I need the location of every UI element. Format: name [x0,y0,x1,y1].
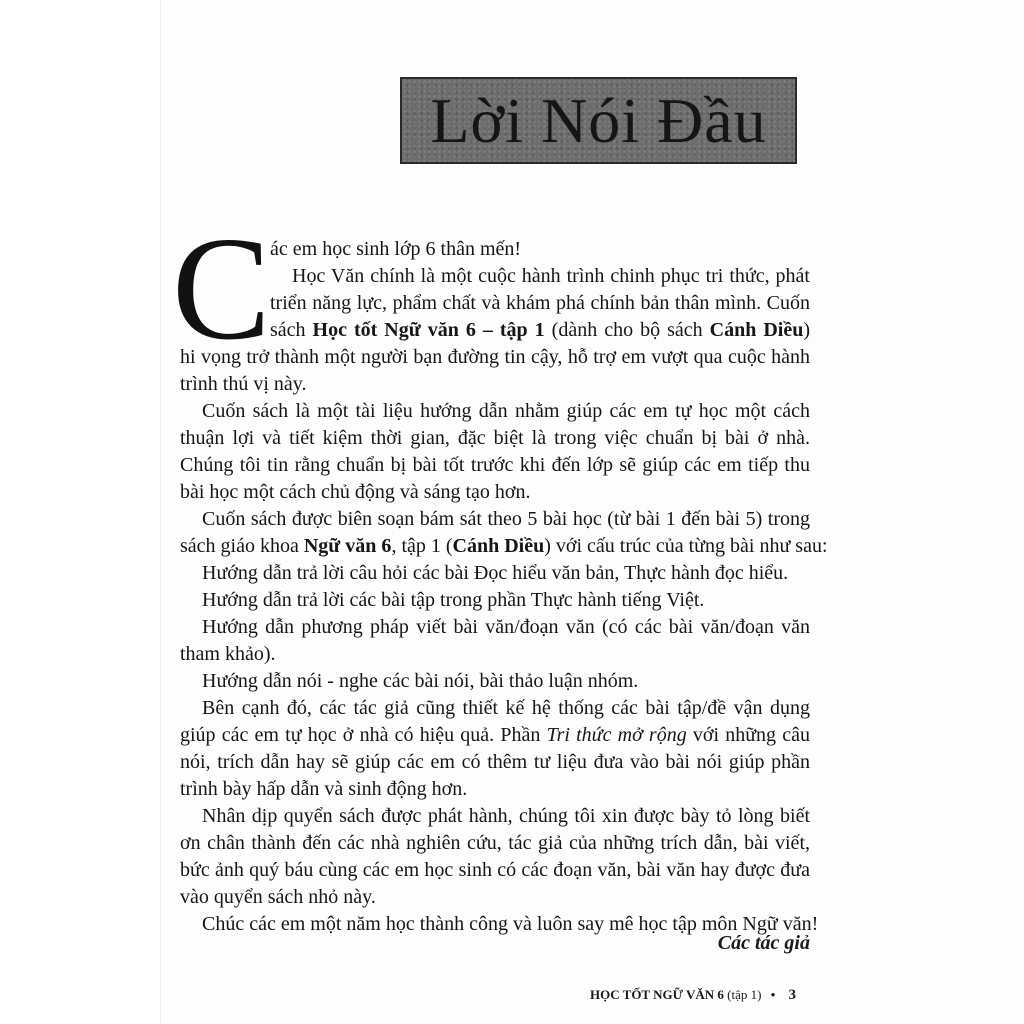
text-line-20: nói, trích dẫn hay sẽ giúp các em có thêm tư liệu đưa vào bài nói giúp phần [180,751,810,773]
footer-book-title: HỌC TỐT NGỮ VĂN 6 [590,987,724,1002]
text-span: sách [270,319,313,341]
signature: Các tác giả [717,932,810,954]
text-span: ) với cấu trúc của từng bài như sau: [544,535,828,557]
title-banner [400,77,797,164]
text-span: sách giáo khoa [180,535,304,557]
series-name-bold: Cánh Diều [709,319,804,341]
text-line-13: Hướng dẫn trả lời câu hỏi các bài Đọc hiểu văn bản, Thực hành đọc hiểu. [202,562,789,584]
footer-volume: (tập 1) [727,987,762,1002]
text-line-10: bài học một cách chủ động và sáng tạo hơn. [180,481,531,503]
text-line-7: Cuốn sách là một tài liệu hướng dẫn nhằm giúp các em tự học một cách [202,400,810,422]
text-line-24: bức ảnh quý báu cùng các em học sinh có các đoạn văn, bài văn hay được đưa [180,859,810,881]
drop-cap: C [172,207,271,371]
text-line-17: Hướng dẫn nói - nghe các bài nói, bài thảo luận nhóm. [202,670,639,692]
text-line-16: tham khảo). [180,643,276,665]
text-line-23: ơn chân thành đến các nhà nghiên cứu, tác giả của những trích dẫn, bài viết, [180,832,810,854]
text-line-26: Chúc các em một năm học thành công và luôn say mê học tập môn Ngữ văn! [202,913,819,935]
text-line-3: triển năng lực, phẩm chất và khám phá chính bản thân mình. Cuốn [270,292,810,314]
page-title: Lời Nói Đầu [430,84,767,156]
text-line-4 [270,317,810,343]
text-line-15: Hướng dẫn phương pháp viết bài văn/đoạn văn (có các bài văn/đoạn văn [202,616,810,638]
text-span: giúp các em tự học ở nhà có hiệu quả. Phần [180,724,547,746]
text-line-11: Cuốn sách được biên soạn bám sát theo 5 bài học (từ bài 1 đến bài 5) trong [202,508,810,530]
text-line-1: ác em học sinh lớp 6 thân mến! [270,238,522,260]
text-line-18: Bên cạnh đó, các tác giả cũng thiết kế hệ thống các bài tập/đề vận dụng [202,697,810,719]
series-name-bold: Cánh Diều [452,535,545,557]
text-line-6: trình thú vị này. [180,373,307,395]
text-line-19 [180,722,810,748]
text-span: với những câu [686,724,810,746]
text-line-2: Học Văn chính là một cuộc hành trình chinh phục tri thức, phát [292,265,810,287]
section-name-italic: Tri thức mở rộng [546,724,687,746]
text-line-9: Chúng tôi tin rằng chuẩn bị bài tốt trước khi đến lớp sẽ giúp các em tiếp thu [180,454,810,476]
book-title-bold: Học tốt Ngữ văn 6 – tập 1 [312,319,545,341]
text-line-22: Nhân dịp quyển sách được phát hành, chúng tôi xin được bày tỏ lòng biết [202,805,810,827]
text-span: ) [803,319,811,341]
text-line-5: hi vọng trở thành một người bạn đường tin cậy, hỗ trợ em vượt qua cuộc hành [180,346,810,368]
text-line-21: trình bày hấp dẫn và sinh động hơn. [180,778,468,800]
page-footer [590,987,796,1004]
footer-bullet: • [770,987,776,1002]
text-span: , tập 1 ( [391,535,453,557]
text-line-14: Hướng dẫn trả lời các bài tập trong phần Thực hành tiếng Việt. [202,589,705,611]
text-line-25: vào quyển sách nhỏ này. [180,886,376,908]
page-number: 3 [788,987,796,1003]
textbook-title-bold: Ngữ văn 6 [303,535,392,557]
text-span: (dành cho bộ sách [544,319,710,341]
text-line-12 [180,533,828,559]
text-line-8: thuận lợi và tiết kiệm thời gian, đặc biệt là trong việc chuẩn bị bài ở nhà. [180,427,810,449]
